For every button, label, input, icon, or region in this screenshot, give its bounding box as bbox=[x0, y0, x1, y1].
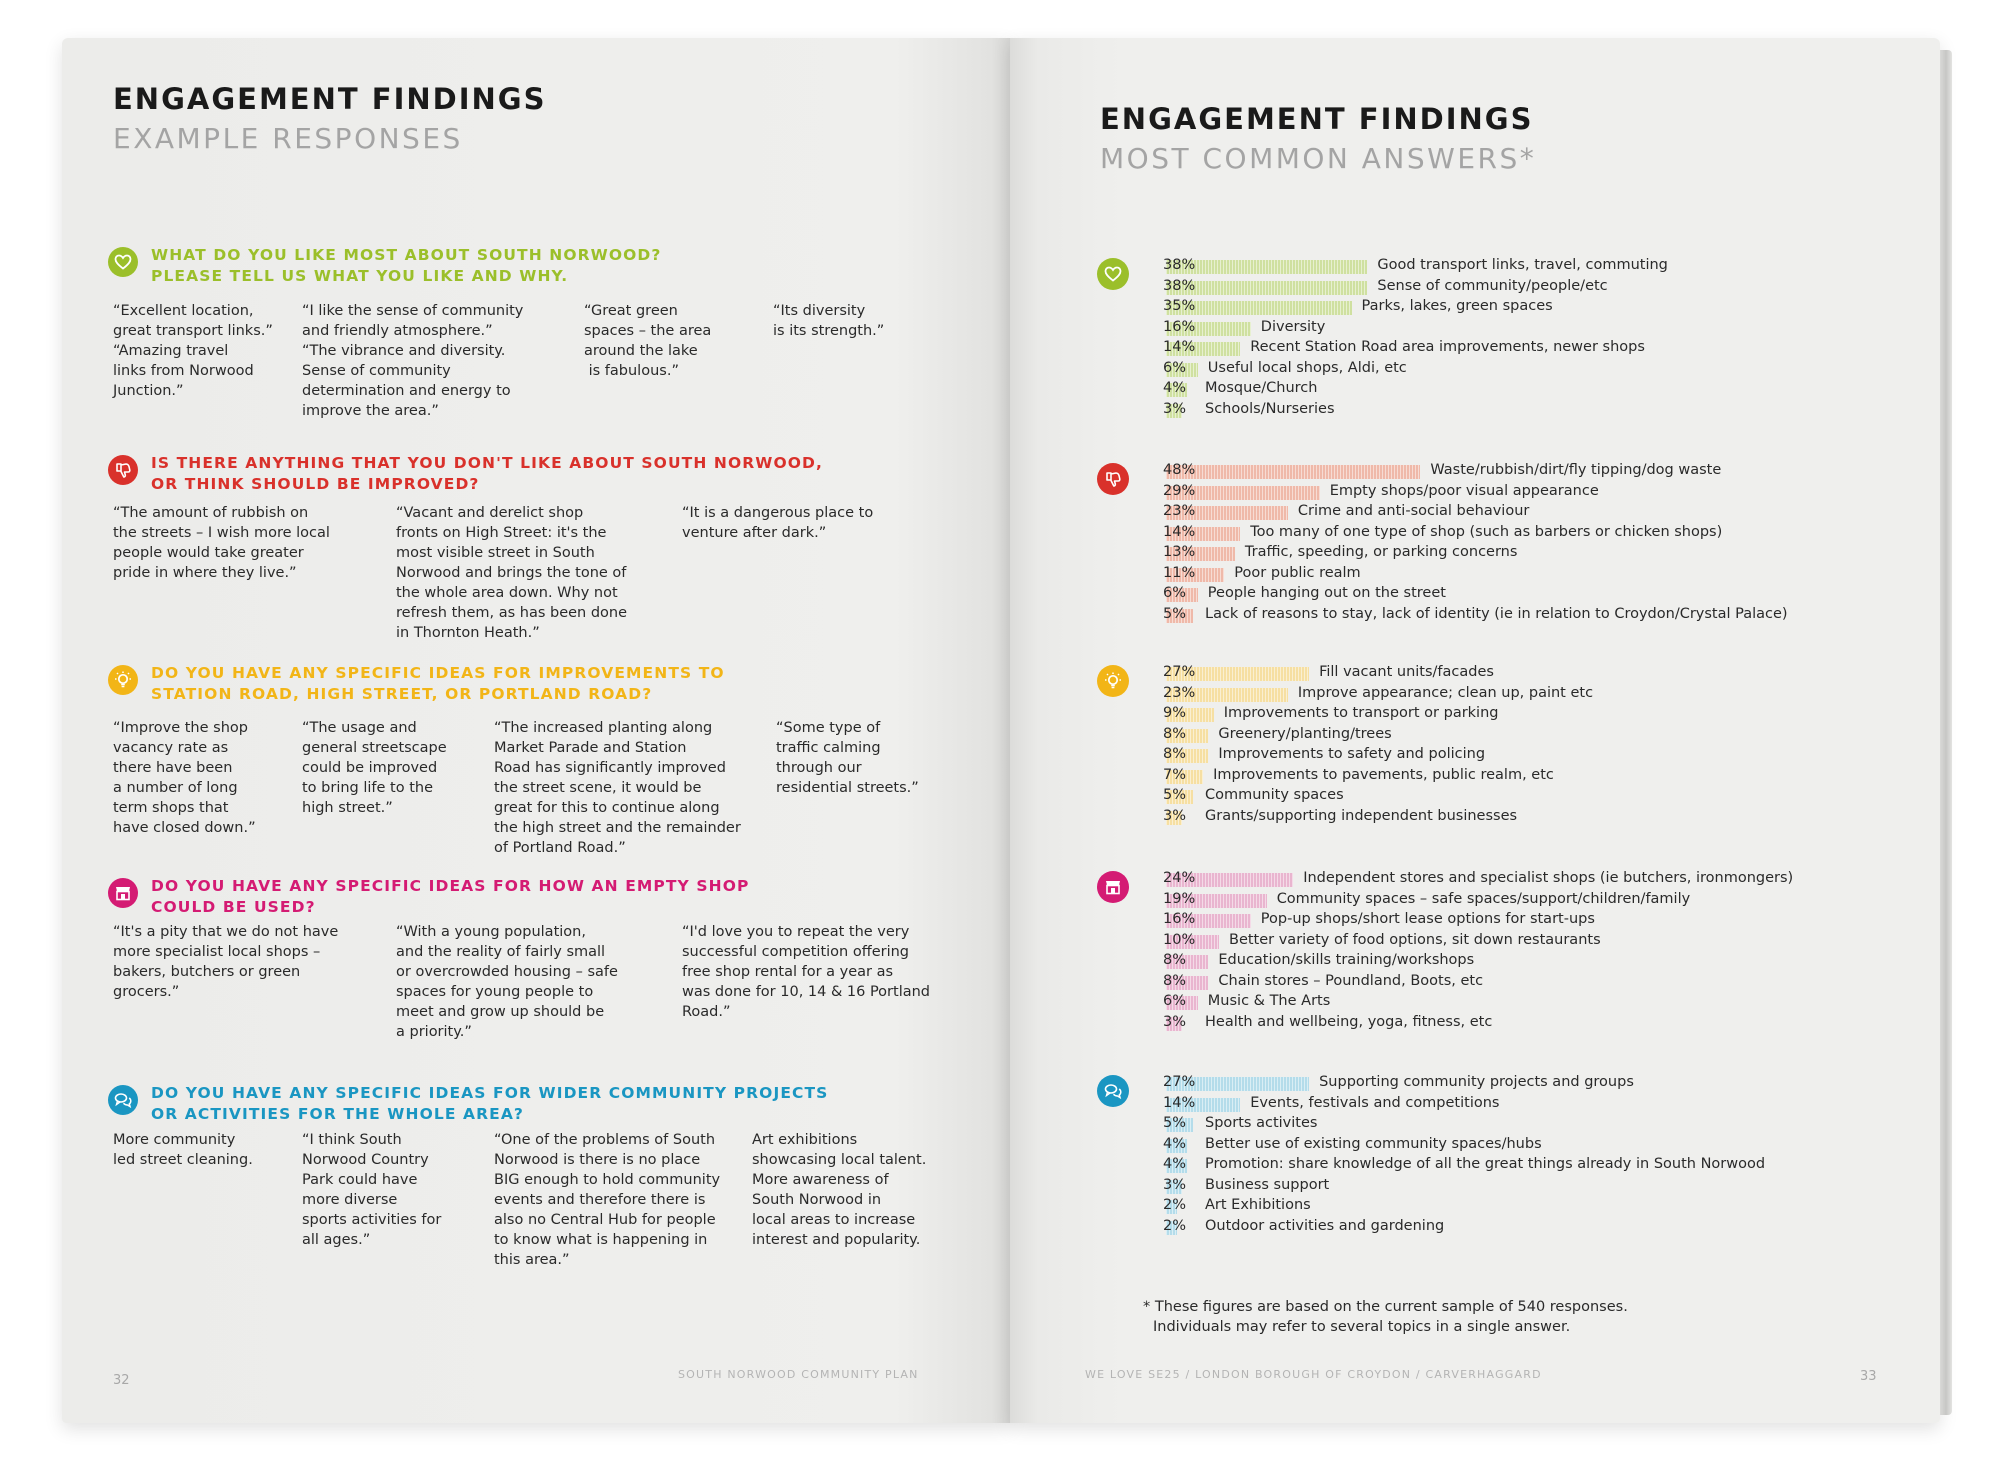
response-line: and the reality of fairly small bbox=[396, 944, 606, 960]
chart-value-label: 3% bbox=[1163, 1176, 1187, 1193]
chart-category-label: Crime and anti-social behaviour bbox=[1297, 503, 1530, 519]
question-line: DO YOU HAVE ANY SPECIFIC IDEAS FOR HOW AN EMPTY SHOP bbox=[151, 877, 750, 895]
response-line: South Norwood in bbox=[752, 1192, 882, 1208]
response-line: “I like the sense of community bbox=[302, 303, 524, 319]
response-line: determination and energy to bbox=[302, 383, 511, 399]
response-line: to bring life to the bbox=[302, 780, 434, 796]
response-line: the whole area down. Why not bbox=[396, 585, 618, 601]
response-line: meet and grow up should be bbox=[396, 1004, 605, 1020]
response-quote bbox=[773, 301, 884, 341]
response-line: “The usage and bbox=[302, 720, 417, 736]
response-quote bbox=[494, 1130, 720, 1270]
response-line: “The amount of rubbish on bbox=[113, 505, 309, 521]
question-heading bbox=[151, 453, 823, 495]
response-line: improve the area.” bbox=[302, 403, 439, 419]
response-line: people would take greater bbox=[113, 545, 304, 561]
chart-value-label: 14% bbox=[1163, 339, 1196, 355]
chart-value-label: 2% bbox=[1163, 1217, 1187, 1234]
response-line: in Thornton Heath.” bbox=[396, 625, 540, 641]
chart-category-label: Traffic, speeding, or parking concerns bbox=[1244, 544, 1518, 560]
response-line: successful competition offering bbox=[682, 944, 910, 960]
chart-value-label: 4% bbox=[1163, 1156, 1187, 1172]
chart-category-label: Too many of one type of shop (such as barbers or chicken shops) bbox=[1250, 523, 1723, 540]
chart-category-label: Improvements to transport or parking bbox=[1223, 705, 1499, 721]
chart-value-label: 23% bbox=[1163, 684, 1196, 701]
right-page-subtitle: MOST COMMON ANSWERS* bbox=[1100, 142, 1537, 175]
chart-category-label: Useful local shops, Aldi, etc bbox=[1207, 359, 1407, 376]
chart-category-label: Supporting community projects and groups bbox=[1319, 1074, 1634, 1090]
response-line: fronts on High Street: it's the bbox=[396, 525, 607, 541]
response-line: “Great green bbox=[584, 303, 678, 319]
lightbulb-icon bbox=[108, 665, 138, 695]
chart-value-label: 3% bbox=[1163, 400, 1187, 417]
response-line: “One of the problems of South bbox=[494, 1132, 716, 1148]
chart-category-label: Lack of reasons to stay, lack of identity (ie in relation to Croydon/Crystal Palace) bbox=[1205, 605, 1788, 622]
chart-category-label: Improvements to pavements, public realm, etc bbox=[1213, 766, 1554, 783]
shop-front-icon bbox=[1097, 871, 1129, 903]
chart-category-label: Pop-up shops/short lease options for start-ups bbox=[1260, 911, 1595, 927]
thumbs-down-icon bbox=[108, 455, 138, 485]
chart-category-label: Improve appearance; clean up, paint etc bbox=[1297, 684, 1594, 701]
response-line: Norwood Country bbox=[302, 1152, 429, 1168]
response-quote bbox=[396, 503, 627, 643]
response-line: events and therefore there is bbox=[494, 1192, 706, 1208]
response-line: “Vacant and derelict shop bbox=[396, 505, 584, 521]
left-page-subtitle: EXAMPLE RESPONSES bbox=[113, 122, 463, 155]
response-line: More awareness of bbox=[752, 1172, 889, 1188]
chart-value-label: 8% bbox=[1163, 746, 1187, 762]
chart-value-label: 6% bbox=[1163, 993, 1187, 1009]
chart-category-label: Mosque/Church bbox=[1205, 380, 1318, 396]
response-line: Market Parade and Station bbox=[494, 740, 687, 756]
chart-value-label: 23% bbox=[1163, 503, 1196, 519]
response-line: “I think South bbox=[302, 1132, 402, 1148]
chart-category-label: Community spaces bbox=[1205, 787, 1344, 803]
chart-value-label: 10% bbox=[1163, 931, 1196, 948]
chart-category-label: Promotion: share knowledge of all the great things already in South Norwood bbox=[1205, 1156, 1766, 1172]
response-line: “It's a pity that we do not have bbox=[113, 924, 339, 940]
chart-category-label: Fill vacant units/facades bbox=[1319, 664, 1494, 680]
question-heading bbox=[151, 876, 749, 918]
response-line: term shops that bbox=[113, 800, 229, 816]
chart-value-label: 6% bbox=[1163, 359, 1187, 376]
chart-value-label: 24% bbox=[1163, 870, 1196, 886]
response-line: have closed down.” bbox=[113, 820, 256, 836]
chart-category-label: Greenery/planting/trees bbox=[1218, 725, 1392, 742]
response-line: also no Central Hub for people bbox=[494, 1212, 716, 1228]
chart-value-label: 7% bbox=[1163, 766, 1187, 783]
footnote bbox=[1143, 1297, 1628, 1337]
question-line: DO YOU HAVE ANY SPECIFIC IDEAS FOR IMPROVEMENTS TO bbox=[151, 664, 725, 682]
chart-category-label: Empty shops/poor visual appearance bbox=[1329, 482, 1599, 499]
response-line: Road.” bbox=[682, 1004, 731, 1020]
response-line: a number of long bbox=[113, 780, 238, 796]
left-page-number: 32 bbox=[113, 1373, 130, 1388]
chart-bar bbox=[1166, 465, 1420, 479]
response-line: all ages.” bbox=[302, 1232, 371, 1248]
response-line: of Portland Road.” bbox=[494, 840, 626, 856]
chart-value-label: 38% bbox=[1163, 257, 1196, 273]
chart-category-label: Outdoor activities and gardening bbox=[1205, 1217, 1445, 1234]
chart-value-label: 8% bbox=[1163, 725, 1187, 742]
chart-category-label: Music & The Arts bbox=[1207, 993, 1331, 1009]
chart-value-label: 9% bbox=[1163, 705, 1187, 721]
chart-value-label: 8% bbox=[1163, 972, 1187, 989]
response-line: “Some type of bbox=[776, 720, 881, 736]
heart-icon bbox=[1097, 258, 1129, 290]
response-line: this area.” bbox=[494, 1252, 570, 1268]
chart-category-label: Improvements to safety and policing bbox=[1218, 746, 1486, 762]
response-line: “The increased planting along bbox=[494, 720, 713, 736]
chart-value-label: 11% bbox=[1163, 564, 1196, 581]
chart-value-label: 4% bbox=[1163, 380, 1187, 396]
chart-value-label: 14% bbox=[1163, 1094, 1196, 1111]
question-heading bbox=[151, 663, 725, 705]
chart-category-label: Good transport links, travel, commuting bbox=[1377, 257, 1668, 273]
shop-front-icon bbox=[108, 878, 138, 908]
left-page-title: ENGAGEMENT FINDINGS bbox=[113, 82, 547, 116]
chart-category-label: Poor public realm bbox=[1234, 564, 1361, 581]
speech-bubbles-icon bbox=[108, 1085, 138, 1115]
response-quote bbox=[584, 301, 711, 381]
chart-value-label: 6% bbox=[1163, 585, 1187, 601]
heart-icon bbox=[108, 247, 138, 277]
response-line: free shop rental for a year as bbox=[682, 964, 894, 980]
response-line: general streetscape bbox=[302, 740, 447, 756]
right-page-title: ENGAGEMENT FINDINGS bbox=[1100, 102, 1534, 136]
right-running-footer: WE LOVE SE25 / LONDON BOROUGH OF CROYDON / CARVERHAGGARD bbox=[1085, 1368, 1542, 1381]
chart-category-label: Parks, lakes, green spaces bbox=[1361, 298, 1553, 314]
left-running-footer: SOUTH NORWOOD COMMUNITY PLAN bbox=[678, 1368, 919, 1381]
response-line: local areas to increase bbox=[752, 1212, 916, 1228]
response-line: Sense of community bbox=[302, 363, 451, 379]
response-line: Norwood and brings the tone of bbox=[396, 565, 627, 581]
chart-value-label: 16% bbox=[1163, 911, 1196, 927]
response-quote bbox=[113, 503, 330, 583]
chart-value-label: 3% bbox=[1163, 807, 1187, 824]
response-line: Art exhibitions bbox=[752, 1132, 858, 1148]
response-line: “Improve the shop bbox=[113, 720, 248, 736]
chart-value-label: 5% bbox=[1163, 1115, 1187, 1131]
response-line: to know what is happening in bbox=[494, 1232, 708, 1248]
response-line: links from Norwood bbox=[113, 363, 254, 379]
response-quote bbox=[113, 718, 256, 838]
response-line: spaces – the area bbox=[584, 323, 712, 339]
response-line: great transport links.” bbox=[113, 323, 273, 339]
response-line: is fabulous.” bbox=[584, 363, 679, 379]
response-line: the streets – I wish more local bbox=[113, 525, 330, 541]
question-heading bbox=[151, 1083, 828, 1125]
question-line: PLEASE TELL US WHAT YOU LIKE AND WHY. bbox=[151, 267, 569, 285]
response-line: traffic calming bbox=[776, 740, 881, 756]
response-line: Road has significantly improved bbox=[494, 760, 726, 776]
chart-category-label: Grants/supporting independent businesses bbox=[1205, 807, 1518, 824]
chart-value-label: 14% bbox=[1163, 523, 1196, 540]
chart-category-label: Business support bbox=[1205, 1176, 1330, 1193]
question-line: STATION ROAD, HIGH STREET, OR PORTLAND ROAD? bbox=[151, 685, 653, 703]
response-line: around the lake bbox=[584, 343, 698, 359]
chart-category-label: Schools/Nurseries bbox=[1205, 400, 1335, 417]
question-line: WHAT DO YOU LIKE MOST ABOUT SOUTH NORWOOD? bbox=[151, 246, 662, 264]
chart-category-label: Better variety of food options, sit down restaurants bbox=[1229, 931, 1601, 948]
response-line: through our bbox=[776, 760, 862, 776]
response-quote bbox=[776, 718, 919, 798]
question-line: DO YOU HAVE ANY SPECIFIC IDEAS FOR WIDER COMMUNITY PROJECTS bbox=[151, 1084, 829, 1102]
response-line: showcasing local talent. bbox=[752, 1152, 927, 1168]
chart-value-label: 16% bbox=[1163, 318, 1196, 335]
chart-category-label: Community spaces – safe spaces/support/children/family bbox=[1276, 890, 1691, 907]
response-line: grocers.” bbox=[113, 984, 180, 1000]
chart-value-label: 38% bbox=[1163, 277, 1196, 294]
response-line: is its strength.” bbox=[773, 323, 885, 339]
response-quote bbox=[752, 1130, 926, 1250]
response-line: More community bbox=[113, 1132, 236, 1148]
response-line: was done for 10, 14 & 16 Portland bbox=[682, 984, 931, 1000]
response-line: spaces for young people to bbox=[396, 984, 594, 1000]
response-quote bbox=[302, 301, 523, 421]
chart-category-label: Waste/rubbish/dirt/fly tipping/dog waste bbox=[1430, 462, 1722, 478]
response-line: high street.” bbox=[302, 800, 393, 816]
response-line: “Excellent location, bbox=[113, 303, 254, 319]
page-edges bbox=[1940, 50, 1952, 1415]
response-line: the street scene, it would be bbox=[494, 780, 702, 796]
response-line: a priority.” bbox=[396, 1024, 472, 1040]
response-line: refresh them, as has been done bbox=[396, 605, 628, 621]
chart-value-label: 5% bbox=[1163, 787, 1187, 803]
question-line: COULD BE USED? bbox=[151, 898, 316, 916]
question-line: OR ACTIVITIES FOR THE WHOLE AREA? bbox=[151, 1105, 525, 1123]
response-line: sports activities for bbox=[302, 1212, 442, 1228]
response-line: “With a young population, bbox=[396, 924, 586, 940]
chart-category-label: Art Exhibitions bbox=[1205, 1197, 1311, 1213]
chart-category-label: Chain stores – Poundland, Boots, etc bbox=[1218, 972, 1484, 989]
response-line: the high street and the remainder bbox=[494, 820, 741, 836]
chart-value-label: 8% bbox=[1163, 952, 1187, 968]
response-quote bbox=[396, 922, 618, 1042]
chart-bar bbox=[1166, 281, 1367, 295]
chart-category-label: Education/skills training/workshops bbox=[1218, 952, 1475, 968]
chart-category-label: Independent stores and specialist shops (ie butchers, ironmongers) bbox=[1303, 870, 1794, 886]
chart-category-label: Recent Station Road area improvements, newer shops bbox=[1250, 339, 1645, 355]
response-line: Junction.” bbox=[113, 383, 184, 399]
response-line: “I'd love you to repeat the very bbox=[682, 924, 910, 940]
response-line: “It is a dangerous place to bbox=[682, 505, 874, 521]
chart-value-label: 2% bbox=[1163, 1197, 1187, 1213]
response-line: “Amazing travel bbox=[113, 343, 229, 359]
chart-value-label: 19% bbox=[1163, 890, 1196, 907]
chart-value-label: 48% bbox=[1163, 462, 1196, 478]
response-line: more diverse bbox=[302, 1192, 398, 1208]
chart-category-label: Health and wellbeing, yoga, fitness, etc bbox=[1205, 1013, 1493, 1030]
chart-category-label: People hanging out on the street bbox=[1207, 585, 1446, 601]
chart-category-label: Better use of existing community spaces/hubs bbox=[1205, 1135, 1542, 1152]
speech-bubbles-icon bbox=[1097, 1075, 1129, 1107]
response-line: residential streets.” bbox=[776, 780, 919, 796]
response-quote bbox=[113, 922, 338, 1002]
response-quote bbox=[682, 922, 930, 1022]
response-line: pride in where they live.” bbox=[113, 565, 297, 581]
chart-value-label: 3% bbox=[1163, 1013, 1187, 1030]
chart-value-label: 35% bbox=[1163, 298, 1196, 314]
chart-value-label: 4% bbox=[1163, 1135, 1187, 1152]
chart-value-label: 27% bbox=[1163, 1074, 1196, 1090]
response-quote bbox=[302, 718, 447, 818]
response-line: and friendly atmosphere.” bbox=[302, 323, 493, 339]
response-quote bbox=[682, 503, 873, 543]
question-line: OR THINK SHOULD BE IMPROVED? bbox=[151, 475, 480, 493]
chart-value-label: 5% bbox=[1163, 605, 1187, 622]
response-line: BIG enough to hold community bbox=[494, 1172, 721, 1188]
response-line: led street cleaning. bbox=[113, 1152, 253, 1168]
response-line: Norwood is there is no place bbox=[494, 1152, 701, 1168]
chart-bar bbox=[1166, 260, 1367, 274]
right-page bbox=[1010, 38, 1940, 1423]
footnote-line: * These figures are based on the current sample of 540 responses. bbox=[1143, 1299, 1628, 1315]
chart-category-label: Events, festivals and competitions bbox=[1250, 1094, 1500, 1111]
response-line: interest and popularity. bbox=[752, 1232, 921, 1248]
response-line: could be improved bbox=[302, 760, 438, 776]
thumbs-down-icon bbox=[1097, 463, 1129, 495]
footnote-line: Individuals may refer to several topics in a single answer. bbox=[1153, 1319, 1571, 1335]
question-line: IS THERE ANYTHING THAT YOU DON'T LIKE ABOUT SOUTH NORWOOD, bbox=[151, 454, 823, 472]
response-line: there have been bbox=[113, 760, 233, 776]
response-quote bbox=[494, 718, 741, 858]
lightbulb-icon bbox=[1097, 665, 1129, 697]
chart-value-label: 13% bbox=[1163, 544, 1196, 560]
chart-category-label: Sense of community/people/etc bbox=[1377, 277, 1608, 294]
chart-category-label: Diversity bbox=[1260, 318, 1326, 335]
response-line: bakers, butchers or green bbox=[113, 964, 301, 980]
response-quote bbox=[113, 301, 273, 401]
response-quote bbox=[113, 1130, 253, 1170]
response-line: “Its diversity bbox=[773, 303, 866, 319]
response-quote bbox=[302, 1130, 441, 1250]
question-heading bbox=[151, 245, 661, 287]
chart-value-label: 27% bbox=[1163, 664, 1196, 680]
response-line: more specialist local shops – bbox=[113, 944, 321, 960]
response-line: “The vibrance and diversity. bbox=[302, 343, 506, 359]
response-line: great for this to continue along bbox=[494, 800, 720, 816]
right-page-number: 33 bbox=[1860, 1369, 1877, 1384]
chart-value-label: 29% bbox=[1163, 482, 1196, 499]
response-line: Park could have bbox=[302, 1172, 418, 1188]
response-line: or overcrowded housing – safe bbox=[396, 964, 618, 980]
chart-category-label: Sports activites bbox=[1205, 1115, 1318, 1131]
response-line: vacancy rate as bbox=[113, 740, 229, 756]
response-line: venture after dark.” bbox=[682, 525, 827, 541]
response-line: most visible street in South bbox=[396, 545, 595, 561]
